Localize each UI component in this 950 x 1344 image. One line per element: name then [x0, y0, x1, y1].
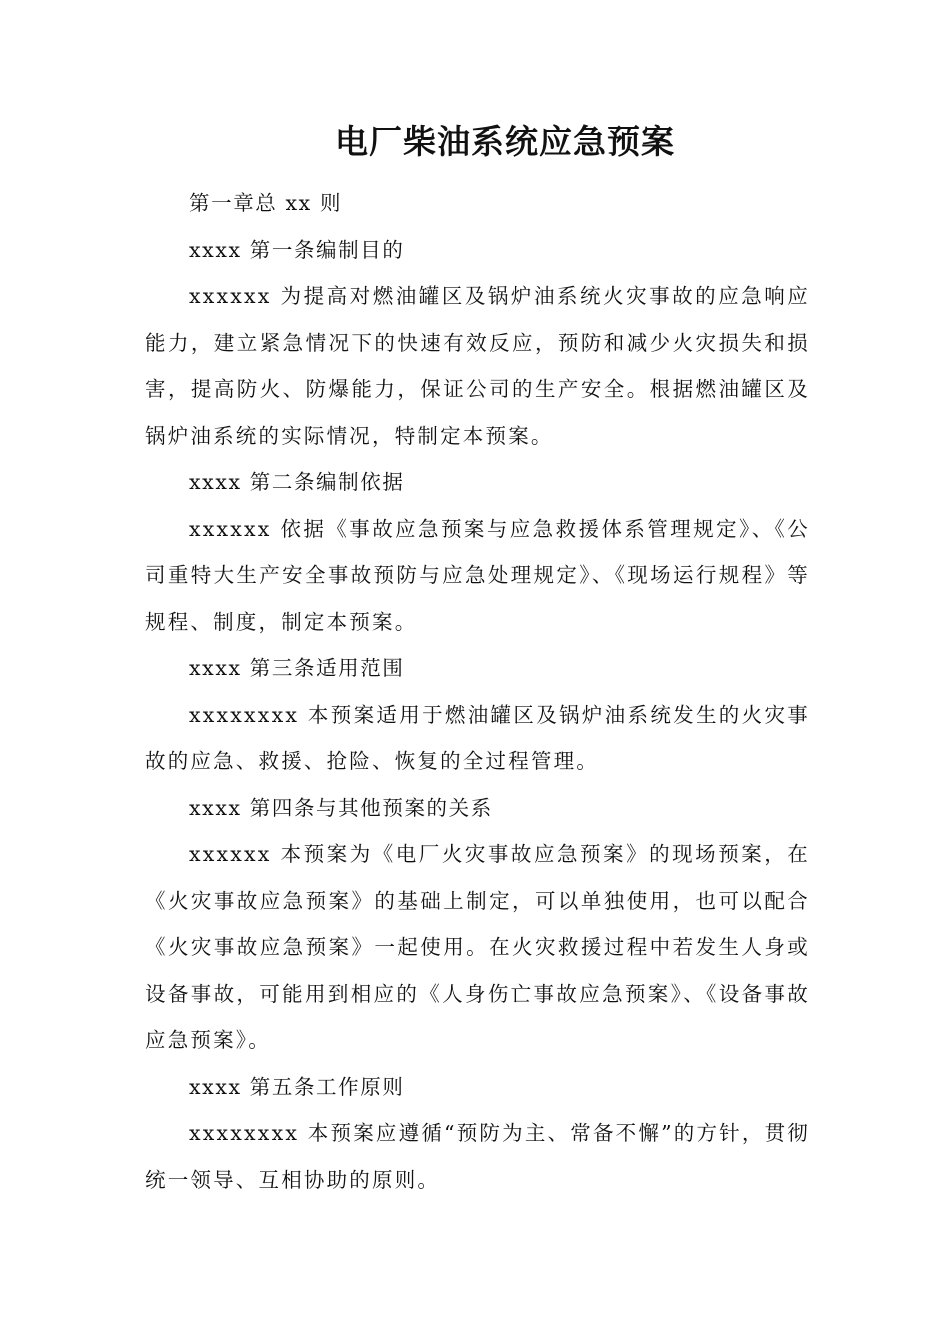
article-heading-scope: xxxx 第三条适用范围 — [189, 656, 405, 680]
paragraph-relations: xxxxxx 本预案为《电厂火灾事故应急预案》的现场预案，在《火灾事故应急预案》的基础上制定，可以单独使用，也可以配合《火灾事故应急预案》一起使用。在火灾救援过程中若发生人身或设备事故，可能用到相应的《人身伤亡事故应急预案》、《设备事故应急预案》。 — [145, 842, 810, 1052]
document-body — [145, 180, 810, 1203]
article-heading-purpose: xxxx 第一条编制目的 — [189, 237, 405, 262]
paragraph-principles: xxxxxxxx 本预案应遵循“预防为主、常备不懈”的方针，贯彻统一领导、互相协助的原则。 — [145, 1121, 810, 1192]
document-title: 电厂柴油系统应急预案 — [335, 122, 675, 161]
paragraph-purpose: xxxxxx 为提高对燃油罐区及锅炉油系统火灾事故的应急响应能力，建立紧急情况下的快速有效反应，预防和减少火灾损失和损害，提高防火、防爆能力，保证公司的生产安全。根据燃油罐区及锅炉油系统的实际情况，特制定本预案。 — [145, 284, 810, 448]
paragraph-basis: xxxxxx 依据《事故应急预案与应急救援体系管理规定》、《公司重特大生产安全事故预防与应急处理规定》、《现场运行规程》等规程、制度，制定本预案。 — [145, 516, 810, 634]
article-heading-relations: xxxx 第四条与其他预案的关系 — [189, 795, 493, 820]
article-heading-basis: xxxx 第二条编制依据 — [189, 470, 405, 494]
article-heading-principles: xxxx 第五条工作原则 — [189, 1074, 405, 1099]
paragraph-scope: xxxxxxxx 本预案适用于燃油罐区及锅炉油系统发生的火灾事故的应急、救援、抢险、恢复的全过程管理。 — [145, 702, 810, 773]
chapter-heading: 第一章总 xx 则 — [189, 191, 343, 215]
